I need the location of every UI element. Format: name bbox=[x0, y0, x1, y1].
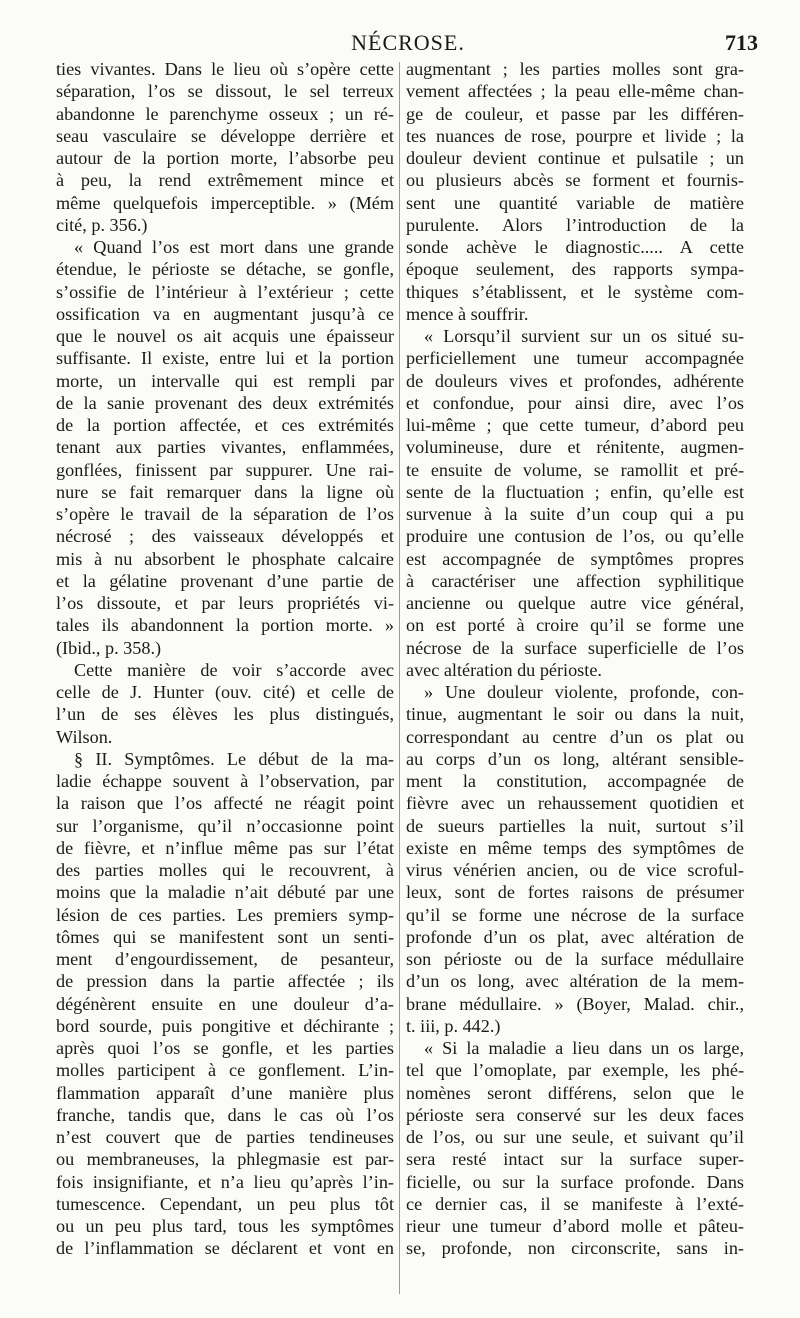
left-column bbox=[56, 58, 394, 1260]
text-line: s’opère le travail de la séparation de l’os bbox=[56, 504, 394, 524]
text-line: mis à nu absorbent le phosphate calcaire bbox=[56, 548, 394, 569]
text-line: » Une douleur violente, profonde, con- bbox=[424, 682, 744, 702]
text-line: leux, sont de fortes raisons de présumer bbox=[406, 882, 744, 903]
text-line: abandonne le parenchyme osseux ; un ré- bbox=[56, 103, 394, 124]
text-line: profonde d’un os plat, avec altération de bbox=[406, 926, 744, 947]
text-line: après quoi l’os se gonfle, et les parties bbox=[56, 1038, 394, 1058]
text-line: autour de la portion morte, l’absorbe peu bbox=[56, 148, 394, 168]
text-line: volumineuse, dure et rénitente, augmen- bbox=[406, 437, 744, 458]
text-line: se, profonde, non circonscrite, sans in- bbox=[406, 1238, 744, 1259]
text-line: fois insignifiante, et n’a lieu qu’après l’in- bbox=[56, 1171, 394, 1192]
text-line: fièvre avec un rehaussement quotidien et bbox=[406, 793, 744, 814]
text-line: sonde achève le diagnostic..... A cette bbox=[406, 237, 744, 257]
text-line: te ensuite de volume, se ramollit et pré- bbox=[406, 459, 744, 480]
text-line: ancienne ou quelque autre vice général, bbox=[406, 593, 744, 613]
text-line: de la sanie provenant des deux extrémités bbox=[56, 392, 394, 413]
text-line: ficielle, ou sur la surface profonde. Dans bbox=[406, 1171, 744, 1192]
text-line: ment d’engourdissement, de pesanteur, bbox=[56, 949, 394, 969]
text-line: (Ibid., p. 358.) bbox=[56, 637, 162, 658]
text-line: virus vénérien ancien, ou de vice scroful- bbox=[406, 860, 744, 880]
text-line: mence à souffrir. bbox=[406, 303, 529, 324]
text-line: de l’inflammation se déclarent et vont en bbox=[56, 1238, 394, 1259]
text-line: tes nuances de rose, pourpre et livide ; la bbox=[406, 125, 744, 146]
right-column bbox=[406, 58, 744, 1260]
text-line: et confondue, pour ainsi dire, avec l’os bbox=[406, 392, 744, 413]
text-line: « Si la maladie a lieu dans un os large, bbox=[424, 1038, 744, 1058]
text-line: sera resté intact sur la surface super- bbox=[406, 1149, 744, 1170]
text-line: celle de J. Hunter (ouv. cité) et celle de bbox=[56, 682, 394, 702]
text-line: de pression dans la partie affectée ; ils bbox=[56, 971, 394, 992]
text-line: cité, p. 356.) bbox=[56, 214, 148, 235]
text-line: nécrose de la surface superficielle de l’os bbox=[406, 637, 744, 658]
text-line: avec altération du périoste. bbox=[406, 659, 602, 680]
text-line: de l’os, ou sur une seule, et suivant qu’il bbox=[406, 1127, 744, 1147]
text-line: l’os dissoute, et par leurs propriétés vi- bbox=[56, 593, 394, 613]
text-line: ce dernier cas, il se manifeste à l’exté- bbox=[406, 1193, 744, 1214]
text-line: « Quand l’os est mort dans une grande bbox=[74, 237, 394, 257]
text-line: ge de couleur, et passe par les différen- bbox=[406, 103, 744, 124]
text-line: ladie échappe souvent à l’observation, par bbox=[56, 771, 394, 791]
text-line: augmentant ; les parties molles sont gra- bbox=[406, 59, 744, 79]
text-line: même quelquefois imperceptible. » (Mém bbox=[56, 192, 394, 213]
text-line: s’ossifie de l’intérieur à l’extérieur ; cette bbox=[56, 281, 394, 302]
text-line: vement affectées ; la peau elle-même chan- bbox=[406, 81, 744, 102]
text-line: est accompagnée de symptômes propres bbox=[406, 548, 744, 569]
text-line: des parties molles qui le recouvrent, à bbox=[56, 860, 394, 880]
text-line: dégénèrent ensuite en une douleur d’a- bbox=[56, 993, 394, 1014]
text-line: bord sourde, puis pongitive et déchirante ; bbox=[56, 1015, 394, 1036]
text-line: tenant aux parties vivantes, enflammées, bbox=[56, 437, 394, 458]
column-divider bbox=[399, 62, 400, 1294]
text-line: produire une contusion de l’os, ou qu’elle bbox=[406, 526, 744, 547]
text-line: correspondant au centre d’un os plat ou bbox=[406, 726, 744, 747]
page-header bbox=[58, 28, 758, 58]
text-line: franche, tandis que, dans le cas où l’os bbox=[56, 1104, 394, 1125]
text-line: lui-même ; que cette tumeur, d’abord peu bbox=[406, 415, 744, 435]
text-line: sente de la fluctuation ; enfin, qu’elle est bbox=[406, 481, 744, 502]
text-line: qu’il se forme une nécrose de la surface bbox=[406, 904, 744, 925]
text-line: ossification va en augmentant jusqu’à ce bbox=[56, 303, 394, 324]
text-line: existe en même temps des symptômes de bbox=[406, 837, 744, 858]
text-line: morte, un intervalle qui est rempli par bbox=[56, 370, 394, 391]
text-line: de sueurs partielles la nuit, surtout s’il bbox=[406, 815, 744, 836]
text-line: Cette manière de voir s’accorde avec bbox=[74, 659, 394, 680]
text-line: flammation apparaît d’une manière plus bbox=[56, 1082, 394, 1103]
text-line: t. iii, p. 442.) bbox=[406, 1015, 501, 1036]
text-line: nure se fait remarquer dans la ligne où bbox=[56, 481, 394, 502]
text-line: l’un de ses élèves les plus distingués, bbox=[56, 704, 394, 725]
text-line: son périoste ou de la surface médullaire bbox=[406, 949, 744, 969]
text-line: « Lorsqu’il survient sur un os situé su- bbox=[424, 326, 744, 346]
text-line: suffisante. Il existe, entre lui et la portion bbox=[56, 348, 394, 369]
text-line: à peu, la rend extrêmement mince et bbox=[56, 170, 394, 191]
text-line: on est porté à croire qu’il se forme une bbox=[406, 615, 744, 636]
text-columns bbox=[56, 58, 760, 1298]
text-line: tel que l’omoplate, par exemple, les phé- bbox=[406, 1060, 744, 1081]
text-line: rieur une tumeur d’abord molle et pâteu- bbox=[406, 1216, 744, 1236]
text-line: séparation, l’os se dissout, le sel terreux bbox=[56, 81, 394, 102]
text-line: brane médullaire. » (Boyer, Malad. chir., bbox=[406, 993, 744, 1014]
text-line: § II. Symptômes. Le début de la ma- bbox=[74, 748, 394, 769]
text-line: tales ils abandonnent la portion morte. » bbox=[56, 615, 394, 636]
text-line: survenue à la suite d’un coup qui a pu bbox=[406, 504, 744, 524]
text-line: au corps d’un os long, altérant sensible- bbox=[406, 748, 744, 769]
text-line: purulente. Alors l’introduction de la bbox=[406, 214, 744, 235]
text-line: périoste sera conservé sur les deux faces bbox=[406, 1104, 744, 1125]
text-line: douleur devient continue et pulsatile ; un bbox=[406, 148, 744, 168]
text-line: nomènes seront différens, selon que le bbox=[406, 1082, 744, 1103]
text-line: thiques s’établissent, et le système com- bbox=[406, 281, 744, 302]
text-line: tômes qui se manifestent sont un senti- bbox=[56, 926, 394, 947]
text-line: que le nouvel os ait acquis une épaisseur bbox=[56, 326, 394, 346]
text-line: nécrosé ; des vaisseaux développés et bbox=[56, 526, 394, 547]
text-line: Wilson. bbox=[56, 726, 113, 747]
running-title: NÉCROSE. bbox=[351, 30, 465, 55]
text-line: à caractériser une affection syphilitique bbox=[406, 570, 744, 591]
page-number: 713 bbox=[725, 30, 758, 55]
text-line: la raison que l’os affecté ne réagit point bbox=[56, 793, 394, 814]
text-line: époque seulement, des rapports sympa- bbox=[406, 259, 744, 280]
text-line: lésion de ces parties. Les premiers symp- bbox=[56, 904, 394, 925]
text-line: de la portion affectée, et ces extrémités bbox=[56, 415, 394, 435]
text-line: sent une quantité variable de matière bbox=[406, 192, 744, 213]
text-line: moins que la maladie n’ait débuté par une bbox=[56, 882, 394, 903]
text-line: seau vasculaire se développe derrière et bbox=[56, 125, 394, 146]
text-line: ment la constitution, accompagnée de bbox=[406, 771, 744, 791]
text-line: et la gélatine provenant d’une partie de bbox=[56, 570, 394, 591]
text-line: ties vivantes. Dans le lieu où s’opère cette bbox=[56, 59, 394, 79]
text-line: molles participent à ce gonflement. L’in- bbox=[56, 1060, 394, 1081]
text-line: d’un os long, avec altération de la mem- bbox=[406, 971, 744, 992]
text-line: gonflées, finissent par suppurer. Une rai- bbox=[56, 459, 394, 480]
text-line: tumescence. Cependant, un peu plus tôt bbox=[56, 1193, 394, 1214]
text-line: n’est couvert que de parties tendineuses bbox=[56, 1127, 394, 1147]
text-line: de fièvre, et n’influe même pas sur l’état bbox=[56, 837, 394, 858]
text-line: étendue, le périoste se détache, se gonfle, bbox=[56, 259, 394, 280]
text-line: ou membraneuses, la phlegmasie est par- bbox=[56, 1149, 394, 1170]
text-line: ou plusieurs abcès se forment et fournis- bbox=[406, 170, 744, 191]
text-line: ou un peu plus tard, tous les symptômes bbox=[56, 1216, 394, 1236]
text-line: tinue, augmentant le soir ou dans la nuit, bbox=[406, 704, 744, 725]
text-line: de douleurs vives et profondes, adhérente bbox=[406, 370, 744, 391]
text-line: sur l’organisme, qu’il n’occasionne point bbox=[56, 815, 394, 836]
text-line: perficiellement une tumeur accompagnée bbox=[406, 348, 744, 369]
